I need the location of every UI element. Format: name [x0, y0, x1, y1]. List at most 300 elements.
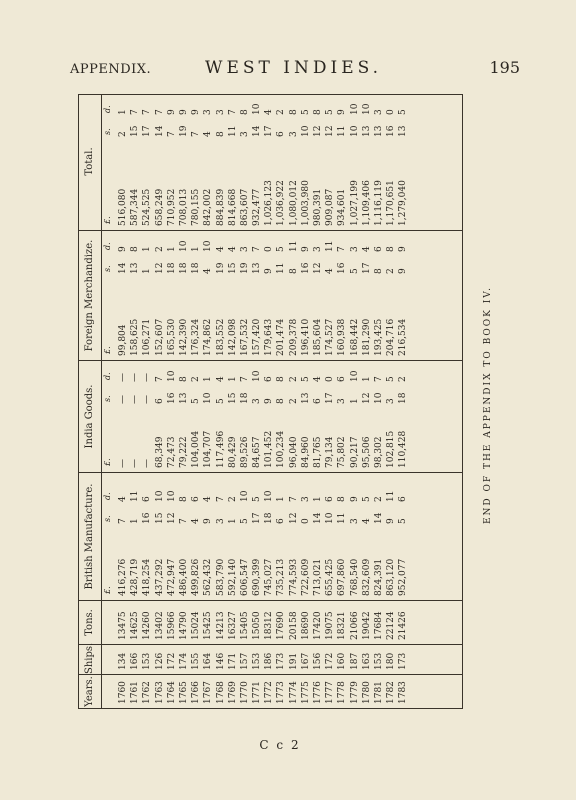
table-cell — [239, 601, 251, 644]
table-cell — [263, 94, 275, 230]
table-cell — [275, 231, 287, 360]
table-cell — [117, 361, 129, 472]
cell-value: 5 — [386, 376, 397, 382]
table-cell — [215, 361, 227, 472]
cell-value: 89,526 — [239, 436, 250, 468]
cell-value: 2 — [154, 246, 165, 252]
cell-value: 15 — [227, 392, 238, 404]
table-cell — [312, 675, 324, 708]
cell-value: 8 — [337, 496, 348, 502]
cell-value: 117,496 — [215, 430, 226, 468]
cell-value: 9 — [118, 246, 128, 252]
cell-value: — — [142, 395, 153, 404]
table-cell — [349, 94, 361, 230]
table-cell — [251, 601, 263, 644]
column-total — [79, 94, 462, 230]
table-cell — [300, 361, 312, 472]
cell-value: 6 — [313, 398, 323, 404]
cell-value: 1761 — [130, 681, 141, 704]
cell-value: 10 — [203, 240, 214, 252]
table-cell — [202, 94, 214, 230]
cell-value: 1782 — [386, 681, 397, 704]
cell-value: 3 — [386, 398, 397, 404]
cell-value: 11 — [130, 490, 141, 502]
cell-value: 79,222 — [178, 436, 189, 468]
table-cell — [227, 231, 239, 360]
currency-unit: £. — [103, 586, 112, 594]
table-cell — [227, 361, 239, 472]
cell-value: 99,804 — [118, 324, 128, 356]
cell-value: 4 — [361, 246, 372, 252]
cell-value: 416,276 — [118, 558, 128, 596]
table-cell — [349, 675, 361, 708]
cell-value: 142,390 — [178, 318, 189, 356]
table-cell — [190, 645, 202, 674]
cell-value: 4 — [215, 246, 226, 252]
table-cell — [336, 473, 348, 600]
table-cell — [263, 675, 275, 708]
cell-value: 1781 — [373, 681, 384, 704]
cell-value: 3 — [300, 496, 311, 502]
cell-value: 16 — [142, 512, 153, 524]
cell-value: 774,593 — [288, 558, 299, 596]
cell-value: 98,302 — [373, 436, 384, 468]
signature-mark: C c 2 — [259, 738, 301, 752]
table-cell — [166, 94, 178, 230]
column-header: Years. — [79, 675, 102, 708]
table-cell — [312, 601, 324, 644]
cell-value: 7 — [142, 109, 153, 115]
cell-value: 6 — [276, 518, 287, 524]
cell-value: 90,217 — [349, 436, 360, 468]
cell-value: 84,657 — [252, 436, 263, 468]
table-cell — [190, 675, 202, 708]
cell-value: 1 — [227, 376, 238, 382]
cell-value: 17 — [252, 512, 263, 524]
cell-value: 587,344 — [130, 188, 141, 226]
cell-value: 21066 — [349, 611, 360, 640]
cell-value: 832,609 — [361, 558, 372, 596]
cell-value: 14 — [313, 512, 323, 524]
cell-value: 10 — [252, 103, 263, 115]
table-cell — [251, 361, 263, 472]
table-cell — [361, 645, 373, 674]
table-cell — [397, 645, 409, 674]
cell-value: — — [130, 373, 141, 382]
cell-value: 780,155 — [191, 188, 202, 226]
cell-value: 8 — [373, 268, 384, 274]
cell-value: 0 — [325, 376, 336, 382]
cell-value: 4 — [325, 268, 336, 274]
table-cell — [129, 645, 141, 674]
cell-value: 16327 — [227, 611, 238, 640]
table-cell — [141, 601, 153, 644]
cell-value: 606,547 — [239, 558, 250, 596]
cell-value: 7 — [118, 518, 128, 524]
cell-value: 5 — [252, 496, 263, 502]
cell-value: 7 — [130, 109, 141, 115]
cell-value: 1 — [227, 518, 238, 524]
table-cell — [263, 645, 275, 674]
cell-value: 7 — [154, 376, 165, 382]
cell-value: 146 — [215, 652, 226, 670]
column-tons — [79, 600, 462, 644]
table-cell — [312, 473, 324, 600]
table-cell — [154, 94, 166, 230]
table-cell — [275, 473, 287, 600]
cell-value: 1780 — [361, 681, 372, 704]
table-cell — [129, 675, 141, 708]
table-cell — [336, 601, 348, 644]
cell-value: 3 — [349, 246, 360, 252]
cell-value: 15 — [227, 262, 238, 274]
column-body — [117, 231, 462, 360]
cell-value: 153 — [373, 652, 384, 670]
table-cell — [166, 601, 178, 644]
cell-value: 13402 — [154, 611, 165, 640]
table-cell — [178, 361, 190, 472]
table-cell — [336, 645, 348, 674]
cell-value: 20158 — [288, 611, 299, 640]
cell-value: 658,249 — [154, 188, 165, 226]
cell-value: 1783 — [398, 681, 409, 704]
currency-unit: d. — [103, 242, 112, 250]
table-cell — [239, 231, 251, 360]
cell-value: 562,432 — [203, 558, 214, 596]
cell-value: 1775 — [300, 681, 311, 704]
cell-value: 10 — [325, 512, 336, 524]
cell-value: 9 — [398, 268, 409, 274]
currency-unit: s. — [103, 265, 112, 272]
cell-value: 1 — [142, 268, 153, 274]
cell-value: 11 — [227, 125, 238, 137]
cell-value: 6 — [398, 496, 409, 502]
table-cell — [385, 231, 397, 360]
table-cell — [324, 473, 336, 600]
cell-value: 516,080 — [118, 188, 128, 226]
cell-value: 18 — [264, 512, 275, 524]
table-cell — [275, 361, 287, 472]
table-cell — [178, 645, 190, 674]
cell-value: 174,862 — [203, 318, 214, 356]
table-cell — [312, 231, 324, 360]
table-cell — [288, 361, 300, 472]
cell-value: 814,668 — [227, 188, 238, 226]
cell-value: 187 — [349, 652, 360, 670]
page-number: 195 — [489, 58, 520, 77]
table-cell — [215, 94, 227, 230]
table-cell — [336, 94, 348, 230]
table-cell — [324, 361, 336, 472]
cell-value: 1772 — [264, 681, 275, 704]
cell-value: 7 — [227, 109, 238, 115]
table-cell — [385, 601, 397, 644]
cell-value: 80,429 — [227, 436, 238, 468]
cell-value: 1770 — [239, 681, 250, 704]
cell-value: 824,391 — [373, 558, 384, 596]
cell-value: 95,506 — [361, 436, 372, 468]
cell-value: 13 — [398, 125, 409, 137]
table-cell — [361, 231, 373, 360]
cell-value: 1764 — [166, 681, 177, 704]
table-cell — [361, 361, 373, 472]
cell-value: 10 — [300, 125, 311, 137]
cell-value: 181,290 — [361, 318, 372, 356]
column-body — [117, 645, 462, 674]
cell-value: 884,839 — [215, 188, 226, 226]
cell-value: 5 — [398, 518, 409, 524]
table-cell — [239, 645, 251, 674]
cell-value: 8 — [288, 109, 299, 115]
cell-value: 1 — [130, 518, 141, 524]
cell-value: 165,530 — [166, 318, 177, 356]
cell-value: 1767 — [203, 681, 214, 704]
cell-value: 18690 — [300, 611, 311, 640]
table-cell — [202, 601, 214, 644]
cell-value: 713,021 — [313, 558, 323, 596]
cell-value: 6 — [154, 398, 165, 404]
cell-value: 768,540 — [349, 558, 360, 596]
cell-value: 6 — [191, 496, 202, 502]
cell-value: 14 — [154, 125, 165, 137]
cell-value: 12 — [313, 125, 323, 137]
table-cell — [251, 645, 263, 674]
table-cell — [385, 645, 397, 674]
table-cell — [190, 601, 202, 644]
cell-value: 418,254 — [142, 558, 153, 596]
cell-value: 19 — [215, 262, 226, 274]
cell-value: 486,400 — [178, 558, 189, 596]
table-cell — [312, 645, 324, 674]
cell-value: 100,234 — [276, 430, 287, 468]
cell-value: 932,477 — [252, 188, 263, 226]
cell-value: 10 — [203, 392, 214, 404]
cell-value: 15 — [154, 512, 165, 524]
table-cell — [239, 675, 251, 708]
table-cell — [141, 94, 153, 230]
cell-value: 4 — [203, 268, 214, 274]
cell-value: 16 — [166, 392, 177, 404]
table-cell — [239, 361, 251, 472]
end-note — [468, 230, 493, 580]
cell-value: 5 — [276, 246, 287, 252]
cell-value: 68,349 — [154, 436, 165, 468]
cell-value: 8 — [178, 496, 189, 502]
cell-value: 11 — [325, 240, 336, 252]
cell-value: 193,425 — [373, 318, 384, 356]
cell-value: 6 — [142, 496, 153, 502]
table-cell — [178, 675, 190, 708]
table-cell — [275, 645, 287, 674]
cell-value: 101,452 — [264, 430, 275, 468]
cell-value: 9 — [398, 246, 409, 252]
exports-table — [78, 94, 463, 709]
cell-value: 592,140 — [227, 558, 238, 596]
cell-value: 15 — [130, 125, 141, 137]
cell-value: 7 — [337, 246, 348, 252]
cell-value: 10 — [166, 370, 177, 382]
cell-value: 17 — [142, 125, 153, 137]
cell-value: 3 — [349, 518, 360, 524]
currency-subheader — [101, 361, 115, 472]
cell-value: 7 — [252, 246, 263, 252]
table-cell — [190, 94, 202, 230]
cell-value: 11 — [337, 125, 348, 137]
cell-value: 1763 — [154, 681, 165, 704]
cell-value: 2 — [191, 376, 202, 382]
cell-value: 166 — [130, 652, 141, 670]
cell-value: 8 — [386, 246, 397, 252]
table-cell — [251, 473, 263, 600]
cell-value: 4 — [361, 518, 372, 524]
cell-value: 196,410 — [300, 318, 311, 356]
table-cell — [300, 231, 312, 360]
table-cell — [178, 94, 190, 230]
cell-value: 1773 — [276, 681, 287, 704]
cell-value: 9 — [386, 518, 397, 524]
column-header: British Manufacture. — [79, 473, 102, 600]
table-cell — [361, 601, 373, 644]
table-cell — [324, 675, 336, 708]
cell-value: 4 — [118, 496, 128, 502]
table-cell — [349, 645, 361, 674]
cell-value: 201,474 — [276, 318, 287, 356]
cell-value: 11 — [386, 490, 397, 502]
cell-value: 1 — [313, 496, 323, 502]
cell-value: 909,087 — [325, 188, 336, 226]
cell-value: 952,077 — [398, 558, 409, 596]
currency-unit: s. — [103, 515, 112, 522]
table-cell — [129, 361, 141, 472]
cell-value: 160 — [337, 652, 348, 670]
table-cell — [178, 473, 190, 600]
table-cell — [397, 675, 409, 708]
currency-subheader — [101, 231, 115, 360]
cell-value: 13 — [373, 125, 384, 137]
cell-value: 163 — [361, 652, 372, 670]
table-cell — [117, 231, 129, 360]
cell-value: 14625 — [130, 611, 141, 640]
cell-value: 14 — [252, 125, 263, 137]
table-cell — [129, 601, 141, 644]
table-cell — [263, 473, 275, 600]
table-cell — [373, 231, 385, 360]
cell-value: 3 — [252, 398, 263, 404]
cell-value: 72,473 — [166, 436, 177, 468]
cell-value: 1760 — [118, 681, 128, 704]
cell-value: 14 — [373, 512, 384, 524]
table-cell — [385, 473, 397, 600]
cell-value: 17 — [264, 125, 275, 137]
cell-value: 1769 — [227, 681, 238, 704]
column-header: Ships. — [79, 645, 102, 674]
cell-value: 191 — [288, 652, 299, 670]
table-cell — [141, 231, 153, 360]
cell-value: 3 — [239, 246, 250, 252]
cell-value: 10 — [239, 490, 250, 502]
cell-value: 10 — [349, 370, 360, 382]
cell-value: 8 — [178, 376, 189, 382]
column-body — [117, 473, 462, 600]
table-cell — [129, 231, 141, 360]
cell-value: 2 — [118, 131, 128, 137]
cell-value: 8 — [130, 246, 141, 252]
table-cell — [324, 601, 336, 644]
table-cell — [215, 601, 227, 644]
cell-value: 708,013 — [178, 188, 189, 226]
table-cell — [141, 645, 153, 674]
cell-value: 104,004 — [191, 430, 202, 468]
table-cell — [288, 675, 300, 708]
currency-subheader — [101, 94, 115, 230]
cell-value: 174,527 — [325, 318, 336, 356]
cell-value: 5 — [398, 109, 409, 115]
table-cell — [227, 645, 239, 674]
cell-value: 8 — [313, 109, 323, 115]
cell-value: — — [130, 459, 141, 468]
cell-value: 12 — [166, 512, 177, 524]
table-cell — [288, 601, 300, 644]
cell-value: 9 — [178, 109, 189, 115]
cell-value: 134 — [118, 652, 128, 670]
table-cell — [349, 601, 361, 644]
table-cell — [154, 231, 166, 360]
cell-value: 1 — [361, 376, 372, 382]
table-cell — [288, 645, 300, 674]
currency-unit: s. — [103, 395, 112, 402]
cell-value: 1,027,199 — [349, 180, 360, 226]
cell-value: 2 — [386, 268, 397, 274]
cell-value: 1765 — [178, 681, 189, 704]
cell-value: 9 — [264, 398, 275, 404]
cell-value: 10 — [252, 370, 263, 382]
cell-value: 8 — [276, 398, 287, 404]
cell-value: 9 — [300, 246, 311, 252]
table-cell — [202, 645, 214, 674]
cell-value: 152,607 — [154, 318, 165, 356]
cell-value: 18321 — [337, 611, 348, 640]
table-cell — [288, 473, 300, 600]
cell-value: 19 — [239, 262, 250, 274]
table-cell — [215, 645, 227, 674]
cell-value: 5 — [300, 109, 311, 115]
column-body — [117, 601, 462, 644]
cell-value: 8 — [288, 268, 299, 274]
cell-value: 18 — [191, 262, 202, 274]
cell-value: — — [142, 373, 153, 382]
cell-value: 14213 — [215, 611, 226, 640]
cell-value: 167 — [300, 652, 311, 670]
table-cell — [227, 601, 239, 644]
table-cell — [300, 94, 312, 230]
cell-value: 10 — [166, 490, 177, 502]
cell-value: 18 — [178, 262, 189, 274]
cell-value: — — [118, 459, 128, 468]
cell-value: 3 — [373, 109, 384, 115]
cell-value: — — [118, 395, 128, 404]
table-cell — [324, 645, 336, 674]
table-cell — [312, 94, 324, 230]
table-cell — [117, 645, 129, 674]
table-cell — [361, 473, 373, 600]
cell-value: 1 — [203, 376, 214, 382]
table-cell — [117, 473, 129, 600]
table-cell — [312, 361, 324, 472]
cell-value: 16 — [337, 262, 348, 274]
column-header: India Goods. — [79, 361, 102, 472]
cell-value: 3 — [203, 109, 214, 115]
currency-unit: s. — [103, 128, 112, 135]
